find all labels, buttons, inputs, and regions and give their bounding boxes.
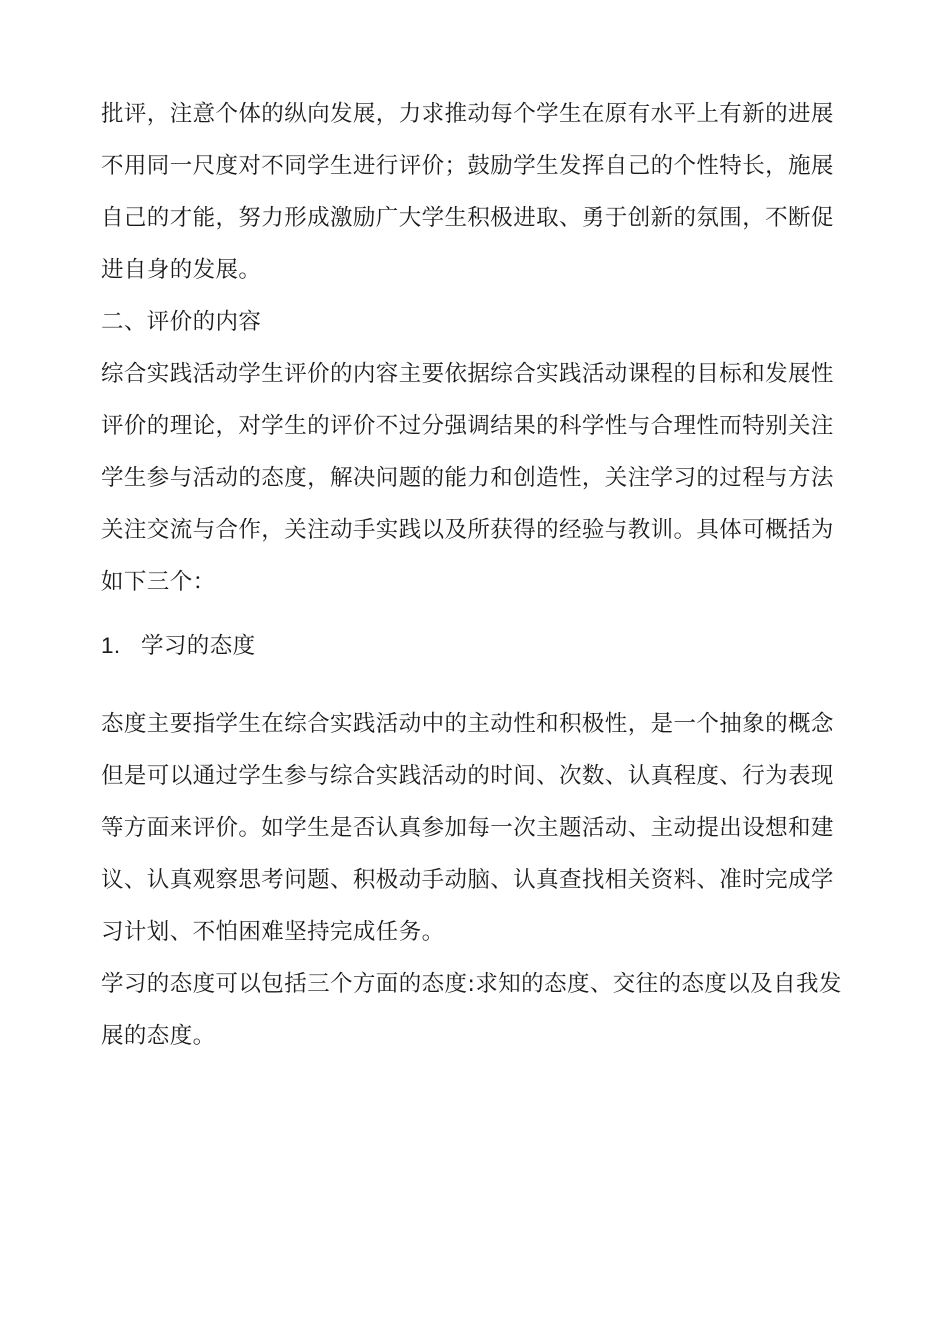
section-heading: 二、评价的内容 — [101, 309, 262, 335]
paragraph-line: 关注交流与合作，关注动手实践以及所获得的经验与教训。具体可概括为 — [101, 517, 834, 543]
attitude-paragraph — [101, 698, 871, 958]
content-paragraph — [101, 348, 871, 608]
paragraph-line: 学习的态度可以包括三个方面的态度:求知的态度、交往的态度以及自我发 — [101, 971, 842, 997]
list-number: 1. — [101, 633, 121, 658]
intro-paragraph — [101, 88, 871, 296]
paragraph-line: 等方面来评价。如学生是否认真参加每一次主题活动、主动提出设想和建 — [101, 815, 834, 841]
paragraph-line: 如下三个： — [101, 569, 216, 595]
list-item-attitude — [101, 620, 871, 672]
paragraph-line: 习计划、不怕困难坚持完成任务。 — [101, 919, 445, 945]
paragraph-line: 展的态度。 — [101, 1023, 216, 1049]
paragraph-line: 不用同一尺度对不同学生进行评价；鼓励学生发挥自己的个性特长，施展 — [101, 153, 834, 179]
summary-paragraph — [101, 958, 871, 1062]
paragraph-line: 进自身的发展。 — [101, 257, 262, 283]
paragraph-line: 学生参与活动的态度，解决问题的能力和创造性，关注学习的过程与方法 — [101, 465, 834, 491]
paragraph-line: 评价的理论，对学生的评价不过分强调结果的科学性与合理性而特别关注 — [101, 413, 834, 439]
document-body — [101, 88, 871, 1062]
paragraph-line: 态度主要指学生在综合实践活动中的主动性和积极性，是一个抽象的概念 — [101, 711, 834, 737]
list-label: 学习的态度 — [141, 633, 256, 659]
paragraph-line: 自己的才能，努力形成激励广大学生积极进取、勇于创新的氛围，不断促 — [101, 205, 834, 231]
paragraph-line: 议、认真观察思考问题、积极动手动脑、认真查找相关资料、准时完成学 — [101, 867, 834, 893]
paragraph-line: 综合实践活动学生评价的内容主要依据综合实践活动课程的目标和发展性 — [101, 361, 834, 387]
paragraph-line: 但是可以通过学生参与综合实践活动的时间、次数、认真程度、行为表现 — [101, 763, 834, 789]
paragraph-line: 批评，注意个体的纵向发展，力求推动每个学生在原有水平上有新的进展 — [101, 101, 834, 127]
